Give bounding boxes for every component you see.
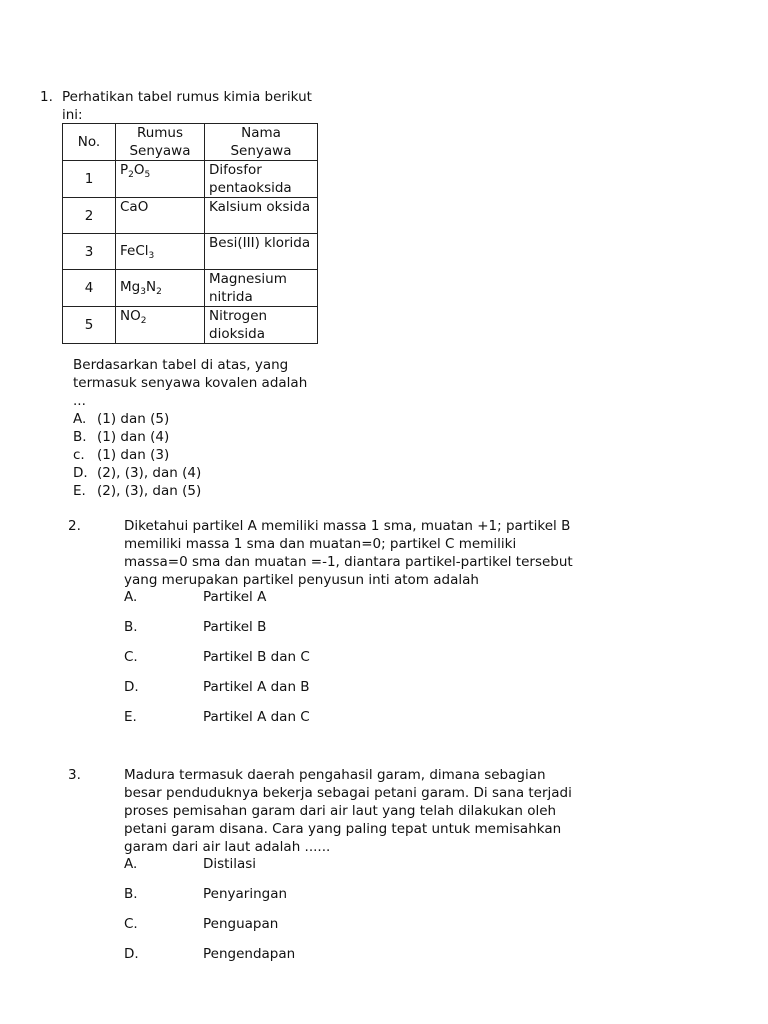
formula-symbol: FeCl <box>120 242 149 259</box>
formula-subscript: 3 <box>140 287 146 297</box>
option-text: Partikel B dan C <box>203 649 310 665</box>
option-letter: B. <box>124 619 138 635</box>
table-row <box>63 198 318 234</box>
stem-line: termasuk senyawa kovalen adalah <box>73 375 308 391</box>
question-2-text: Diketahui partikel A memiliki massa 1 sma, muatan +1; partikel B memiliki massa 1 sma dan muatan=0; partikel C memiliki massa=0 sma dan muatan =-1, diantara partikel-partikel tersebut yang merupakan partikel penyusun inti atom adalah <box>124 518 573 588</box>
question-1-stem <box>73 356 323 500</box>
table-row <box>63 270 318 307</box>
option-text: Partikel A <box>203 589 267 605</box>
chemical-formula-table <box>62 123 318 344</box>
formula-symbol: NO <box>120 308 141 324</box>
option-d <box>73 464 323 482</box>
question-3-number: 3. <box>68 767 81 783</box>
row-compound-name: Besi(III) klorida <box>205 234 318 270</box>
formula-subscript: 2 <box>128 170 134 180</box>
formula-subscript: 2 <box>156 287 162 297</box>
option-letter: E. <box>73 483 86 499</box>
formula-symbol: N <box>145 279 157 295</box>
formula-subscript: 5 <box>144 170 151 180</box>
option-letter: A. <box>124 856 138 872</box>
row-number: 2 <box>63 198 116 234</box>
option-letter: C. <box>124 649 138 665</box>
table-header-row <box>63 124 318 161</box>
option-text: Partikel B <box>203 619 267 635</box>
option-text: Partikel A dan C <box>203 709 310 725</box>
question-1-number: 1. <box>40 89 53 105</box>
option-letter: C. <box>124 916 138 932</box>
row-compound-name: Magnesium nitrida <box>205 270 318 307</box>
formula-symbol: CaO <box>120 199 149 215</box>
table-row <box>63 161 318 198</box>
formula-subscript: 2 <box>140 316 147 326</box>
row-formula <box>116 234 205 270</box>
option-text: (2), (3), dan (4) <box>97 465 202 481</box>
option-letter: c. <box>73 447 85 463</box>
option-c <box>73 446 323 464</box>
option-text: Partikel A dan B <box>203 679 310 695</box>
option-a <box>73 410 323 428</box>
stem-line: ... <box>73 393 86 409</box>
header-no: No. <box>63 124 116 161</box>
table-row <box>63 234 318 270</box>
option-letter: D. <box>124 946 139 962</box>
option-letter: E. <box>124 709 137 725</box>
option-letter: B. <box>73 429 87 445</box>
header-formula: Rumus Senyawa <box>116 124 205 161</box>
row-number: 4 <box>63 270 116 307</box>
question-2-number: 2. <box>68 518 81 534</box>
row-formula <box>116 161 205 198</box>
row-compound-name: Difosfor pentaoksida <box>205 161 318 198</box>
option-letter: B. <box>124 886 138 902</box>
table-row <box>63 307 318 344</box>
row-formula <box>116 270 205 307</box>
option-text: Pengendapan <box>203 946 296 962</box>
stem-line: Berdasarkan tabel di atas, yang <box>73 357 289 373</box>
option-letter: A. <box>73 411 87 427</box>
option-e <box>73 482 323 500</box>
question-3-text: Madura termasuk daerah pengahasil garam, dimana sebagian besar penduduknya bekerja sebagai petani garam. Di sana terjadi proses pemisahan garam dari air laut yang telah dilakukan oleh petani garam disana. Cara yang paling tepat untuk memisahkan garam dari air laut adalah ...... <box>124 767 572 855</box>
option-text: (1) dan (4) <box>97 429 170 445</box>
row-number: 1 <box>63 161 116 198</box>
option-letter: A. <box>124 589 138 605</box>
option-text: (2), (3), dan (5) <box>97 483 202 499</box>
row-formula <box>116 198 205 234</box>
header-name: Nama Senyawa <box>205 124 318 161</box>
row-compound-name: Nitrogen dioksida <box>205 307 318 344</box>
option-text: Penyaringan <box>203 886 288 902</box>
option-text: (1) dan (3) <box>97 447 170 463</box>
option-text: Distilasi <box>203 856 257 872</box>
row-number: 5 <box>63 307 116 344</box>
option-b <box>73 428 323 446</box>
option-text: (1) dan (5) <box>97 411 170 427</box>
formula-symbol: P <box>120 162 129 178</box>
formula-subscript: 3 <box>148 250 155 261</box>
formula-symbol: Mg <box>120 279 141 295</box>
option-letter: D. <box>73 465 88 481</box>
row-number: 3 <box>63 234 116 270</box>
formula-symbol: O <box>133 162 145 178</box>
option-letter: D. <box>124 679 139 695</box>
question-1-text: Perhatikan tabel rumus kimia berikut ini: <box>62 89 312 123</box>
row-compound-name: Kalsium oksida <box>205 198 318 234</box>
option-text: Penguapan <box>203 916 279 932</box>
row-formula <box>116 307 205 344</box>
